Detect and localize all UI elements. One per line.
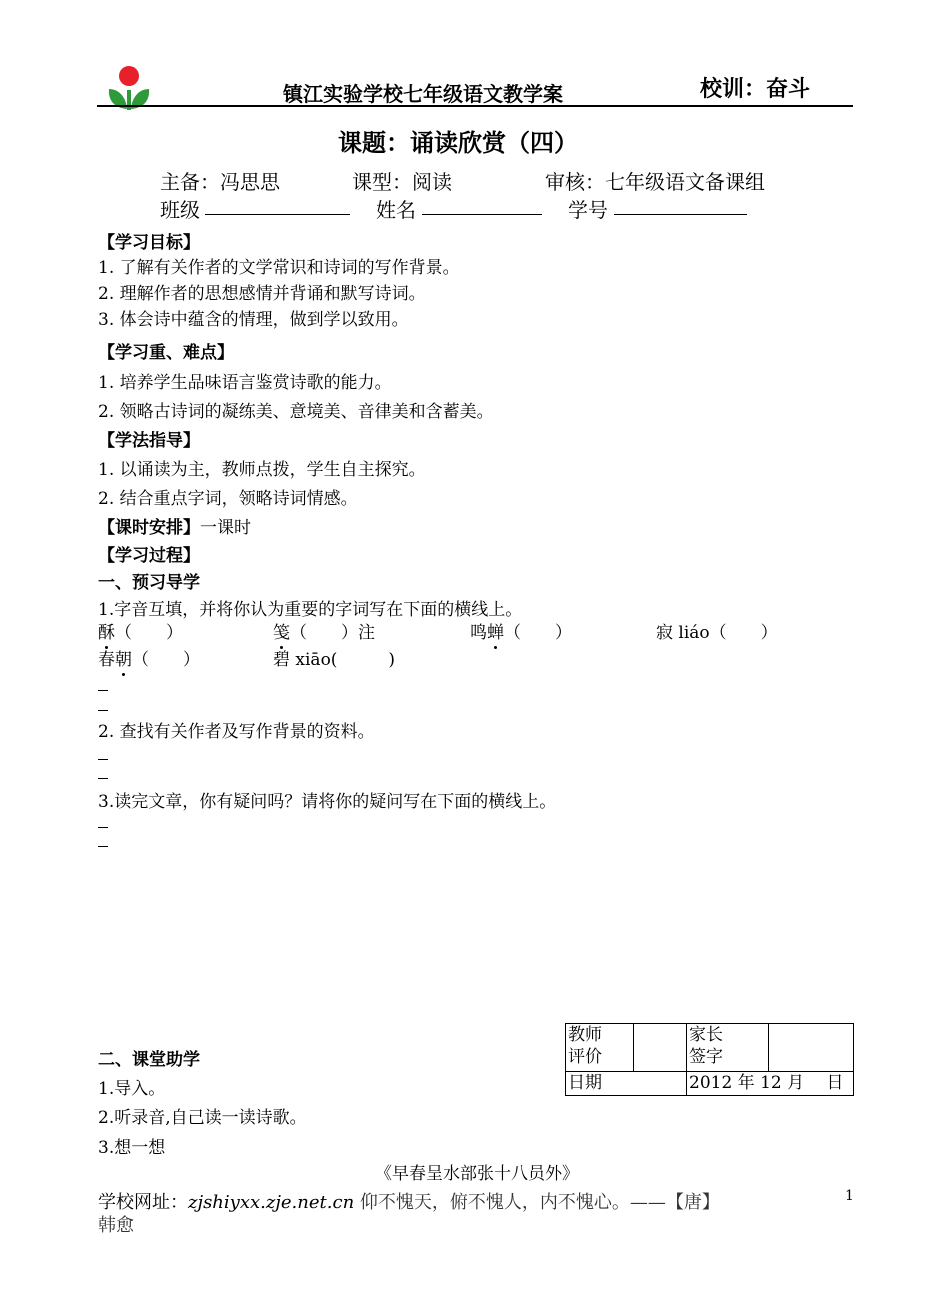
lesson-type: 课型：阅读 xyxy=(352,170,452,194)
preview-heading: 一、预习导学 xyxy=(98,573,200,593)
char-ming: 鸣 xyxy=(470,623,487,643)
classroom-item: 3.想一想 xyxy=(98,1138,166,1158)
char-zhao: 朝 xyxy=(115,650,132,670)
name-label: 姓名 xyxy=(376,198,416,222)
keypoints-heading: 【学习重、难点】 xyxy=(98,343,234,363)
date-label: 日期 xyxy=(566,1072,687,1096)
char-item-jian xyxy=(273,618,375,643)
char-su: 酥 xyxy=(98,623,115,643)
header-title: 镇江实验学校七年级语文教学案 xyxy=(283,82,563,106)
char-item-liao[interactable]: 寂 liáo（ ） xyxy=(656,623,778,643)
page-number: 1 xyxy=(845,1188,854,1204)
method-item: 2. 结合重点字词，领略诗词情感。 xyxy=(98,489,358,509)
schedule-heading: 【课时安排】 xyxy=(98,518,200,538)
preview-q2: 2. 查找有关作者及写作背景的资料。 xyxy=(98,722,375,742)
lead-teacher: 主备：冯思思 xyxy=(160,170,280,194)
process-heading: 【学习过程】 xyxy=(98,546,200,566)
classroom-heading: 二、课堂助学 xyxy=(98,1050,200,1070)
site-url[interactable]: zjshiyxx.zje.net.cn xyxy=(188,1192,355,1213)
preview-q1: 1.字音互填，并将你认为重要的字词写在下面的横线上。 xyxy=(98,600,523,620)
keypoint-item: 1. 培养学生品味语言鉴赏诗歌的能力。 xyxy=(98,373,392,393)
quote-author: 韩愈 xyxy=(98,1215,134,1236)
goal-item: 1. 了解有关作者的文学常识和诗词的写作背景。 xyxy=(98,258,460,278)
class-label: 班级 xyxy=(160,198,200,222)
reviewer: 审核：七年级语文备课组 xyxy=(545,170,765,194)
teacher-label-line2: 评价 xyxy=(568,1047,602,1067)
student-id-label: 学号 xyxy=(568,198,608,222)
goal-item: 3. 体会诗中蕴含的情理，做到学以致用。 xyxy=(98,310,409,330)
method-item: 1. 以诵读为主，教师点拨，学生自主探究。 xyxy=(98,460,426,480)
teacher-eval-label xyxy=(566,1024,634,1072)
answer-line[interactable] xyxy=(98,690,108,691)
answer-line[interactable] xyxy=(98,846,108,847)
parent-sign-cell[interactable] xyxy=(769,1024,854,1072)
char-chan-blank[interactable]: （ ） xyxy=(504,623,572,643)
parent-label-line1: 家长 xyxy=(689,1025,723,1045)
parent-label-line2: 签字 xyxy=(689,1047,723,1067)
header-rule xyxy=(97,105,853,107)
char-chun: 春 xyxy=(98,650,115,670)
footer-line xyxy=(98,1188,720,1214)
keypoint-item: 2. 领略古诗词的凝练美、意境美、音律美和含蓄美。 xyxy=(98,402,494,422)
answer-line[interactable] xyxy=(98,759,108,760)
teacher-eval-cell[interactable] xyxy=(634,1024,687,1072)
name-blank[interactable] xyxy=(422,196,542,215)
answer-line[interactable] xyxy=(98,778,108,779)
evaluation-table xyxy=(565,1023,854,1096)
char-jian-blank[interactable]: （ ）注 xyxy=(290,623,375,643)
char-jian: 笺 xyxy=(273,623,290,643)
student-id-blank[interactable] xyxy=(614,196,747,215)
method-heading: 【学法指导】 xyxy=(98,431,200,451)
answer-line[interactable] xyxy=(98,827,108,828)
char-zhao-blank[interactable]: （ ） xyxy=(132,650,200,670)
char-su-blank[interactable]: （ ） xyxy=(115,623,183,643)
lesson-title: 课题：诵读欣赏（四） xyxy=(338,128,578,157)
goal-item: 2. 理解作者的思想感情并背诵和默写诗词。 xyxy=(98,284,426,304)
parent-sign-label xyxy=(687,1024,769,1072)
site-label: 学校网址： xyxy=(98,1192,188,1213)
schedule-row xyxy=(98,513,251,538)
class-blank[interactable] xyxy=(205,196,350,215)
poem-title: 《早春呈水部张十八员外》 xyxy=(375,1164,579,1184)
char-item-xiao[interactable]: 碧 xiāo( ) xyxy=(273,650,396,670)
answer-line[interactable] xyxy=(98,710,108,711)
date-value[interactable]: 2012 年 12 月 日 xyxy=(687,1072,854,1096)
footer-quote: 仰不愧天，俯不愧人，内不愧心。——【唐】 xyxy=(354,1192,720,1213)
schedule-value: 一课时 xyxy=(200,518,251,538)
goals-heading: 【学习目标】 xyxy=(98,233,200,253)
school-motto: 校训：奋斗 xyxy=(700,77,811,102)
logo-sun xyxy=(119,66,139,86)
char-item-zhao xyxy=(98,645,200,670)
char-item-chan xyxy=(470,618,572,643)
classroom-item: 1.导入。 xyxy=(98,1079,166,1099)
preview-q3: 3.读完文章，你有疑问吗？请将你的疑问写在下面的横线上。 xyxy=(98,792,557,812)
char-chan: 蝉 xyxy=(487,623,504,643)
logo-stem xyxy=(127,90,131,110)
char-item-su xyxy=(98,618,183,643)
classroom-item: 2.听录音,自己读一读诗歌。 xyxy=(98,1108,307,1128)
teacher-label-line1: 教师 xyxy=(568,1025,602,1045)
